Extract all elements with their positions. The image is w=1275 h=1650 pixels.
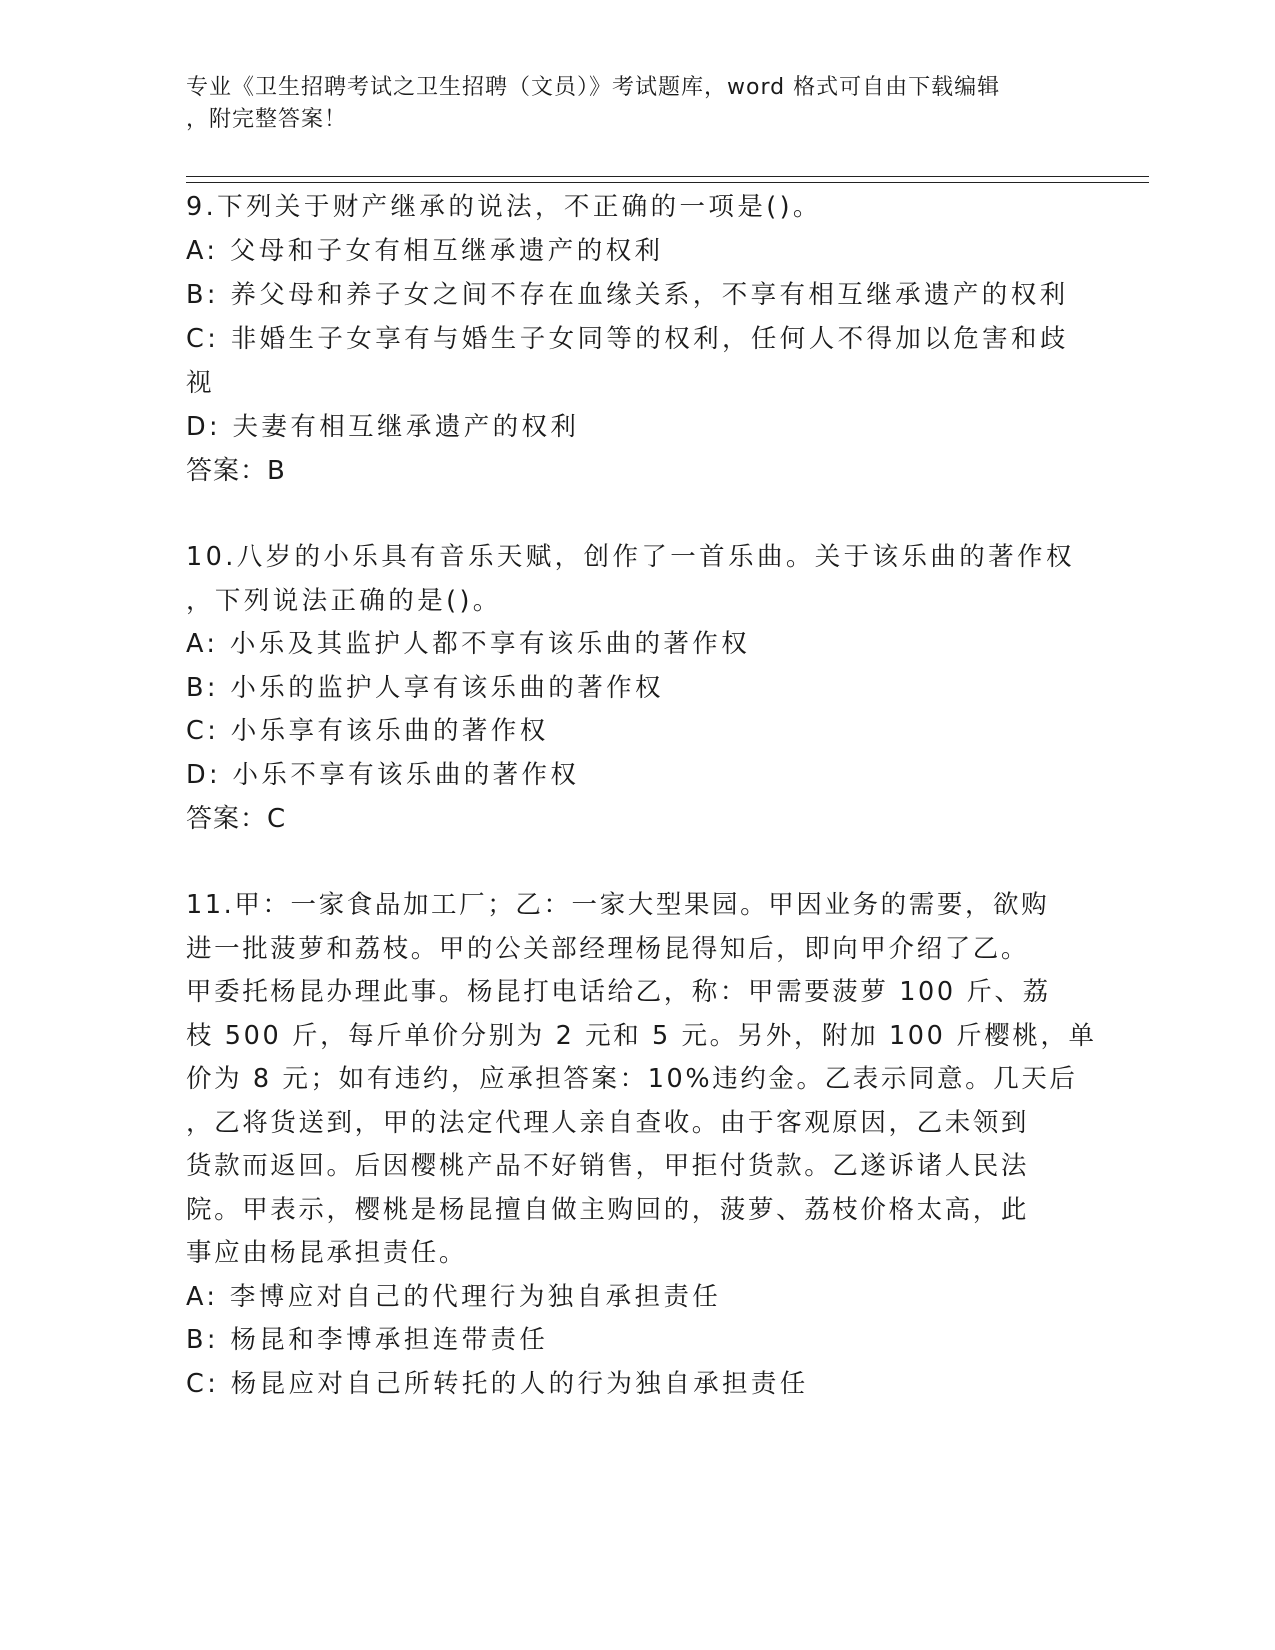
q9-option-a: A: 父母和子女有相互继承遗产的权利 <box>186 236 664 266</box>
q10-question-line-2: ，下列说法正确的是()。 <box>186 586 502 616</box>
q9-question: 9.下列关于财产继承的说法，不正确的一项是()。 <box>186 192 822 222</box>
q11-option-b: B: 杨昆和李博承担连带责任 <box>186 1325 549 1355</box>
q10-option-c: C: 小乐享有该乐曲的著作权 <box>186 716 549 746</box>
q11-question-line-2: 进一批菠萝和荔枝。甲的公关部经理杨昆得知后，即向甲介绍了乙。 <box>186 934 1030 964</box>
q10-option-a: A: 小乐及其监护人都不享有该乐曲的著作权 <box>186 629 751 659</box>
q11-question-line-7: 货款而返回。后因樱桃产品不好销售，甲拒付货款。乙遂诉诸人民法 <box>186 1151 1030 1181</box>
header-divider-bottom <box>186 182 1149 183</box>
q11-option-a: A: 李博应对自己的代理行为独自承担责任 <box>186 1282 722 1312</box>
q11-question-line-8: 院。甲表示，樱桃是杨昆擅自做主购回的，菠萝、荔枝价格太高，此 <box>186 1195 1030 1225</box>
q9-option-c-line-1: C: 非婚生子女享有与婚生子女同等的权利，任何人不得加以危害和歧 <box>186 324 1069 354</box>
header-line-1: 专业《卫生招聘考试之卫生招聘（文员）》考试题库，word 格式可自由下载编辑 <box>186 75 1001 100</box>
q11-question-line-9: 事应由杨昆承担责任。 <box>186 1238 468 1268</box>
q11-question-line-6: ，乙将货送到，甲的法定代理人亲自查收。由于客观原因，乙未领到 <box>186 1108 1030 1138</box>
q11-question-line-1: 11.甲：一家食品加工厂；乙：一家大型果园。甲因业务的需要，欲购 <box>186 890 1050 920</box>
q9-answer: 答案：B <box>186 456 286 486</box>
q10-question-line-1: 10.八岁的小乐具有音乐天赋，创作了一首乐曲。关于该乐曲的著作权 <box>186 542 1075 572</box>
header-line-2: ，附完整答案！ <box>186 107 348 132</box>
q11-question-line-3: 甲委托杨昆办理此事。杨昆打电话给乙，称：甲需要菠萝 100 斤、荔 <box>186 977 1051 1007</box>
q11-option-c: C: 杨昆应对自己所转托的人的行为独自承担责任 <box>186 1369 809 1399</box>
q9-option-b: B: 养父母和养子女之间不存在血缘关系，不享有相互继承遗产的权利 <box>186 280 1069 310</box>
q11-question-line-5: 价为 8 元；如有违约，应承担答案：10%违约金。乙表示同意。几天后 <box>186 1064 1078 1094</box>
q10-option-d: D: 小乐不享有该乐曲的著作权 <box>186 760 580 790</box>
q9-option-d: D: 夫妻有相互继承遗产的权利 <box>186 412 580 442</box>
q11-question-line-4: 枝 500 斤，每斤单价分别为 2 元和 5 元。另外，附加 100 斤樱桃，单 <box>186 1021 1097 1051</box>
q10-option-b: B: 小乐的监护人享有该乐曲的著作权 <box>186 673 664 703</box>
document-header <box>186 72 1086 136</box>
q9-option-c-line-2: 视 <box>186 368 215 398</box>
q10-answer: 答案：C <box>186 804 287 834</box>
header-divider-top <box>186 176 1149 177</box>
